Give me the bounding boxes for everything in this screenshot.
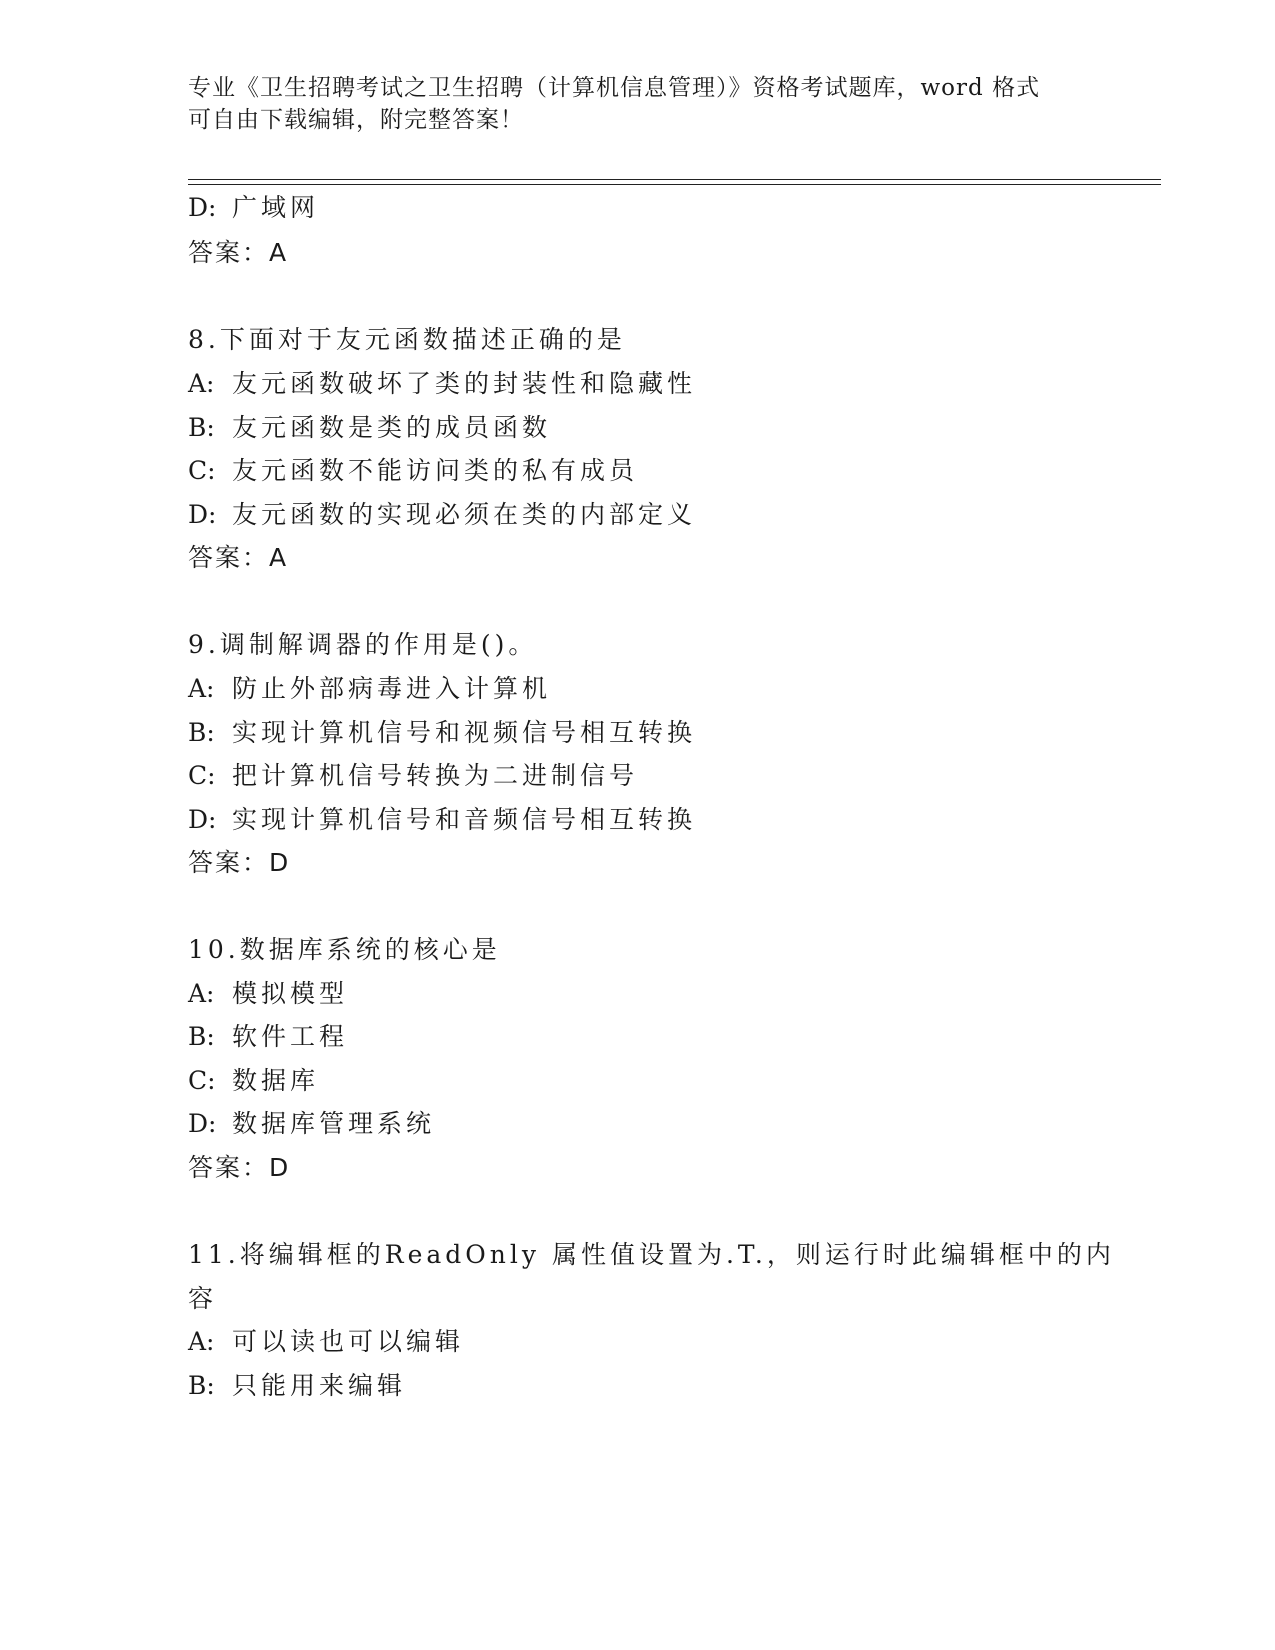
header-line-2: 可自由下载编辑，附完整答案！ — [188, 107, 524, 133]
header-divider-bottom — [188, 184, 1161, 185]
option-text: 只能用来编辑 — [232, 1371, 407, 1400]
option-label: C: — [188, 761, 216, 790]
q8-option-d — [188, 500, 696, 530]
option-label: D: — [188, 805, 217, 834]
q10-stem: 10.数据库系统的核心是 — [188, 935, 501, 964]
option-label: A: — [188, 979, 215, 1008]
option-text: 数据库 — [232, 1066, 320, 1095]
prev-option-d — [188, 193, 319, 223]
prev-answer: 答案：A — [188, 238, 289, 267]
q9-option-c — [188, 761, 638, 791]
q11-option-b — [188, 1371, 406, 1401]
q9-answer: 答案：D — [188, 848, 291, 877]
option-label: C: — [188, 1066, 216, 1095]
option-label: A: — [188, 369, 215, 398]
q10-option-a — [188, 979, 348, 1009]
document-header — [188, 72, 1068, 136]
q8-option-b — [188, 413, 551, 443]
q8-stem: 8.下面对于友元函数描述正确的是 — [188, 325, 626, 354]
option-label: D: — [188, 500, 217, 529]
option-text: 友元函数不能访问类的私有成员 — [232, 456, 639, 485]
q10-option-d — [188, 1109, 435, 1139]
option-text: 实现计算机信号和视频信号相互转换 — [232, 718, 697, 747]
option-label: D: — [188, 193, 217, 222]
q9-option-a — [188, 674, 551, 704]
option-label: A: — [188, 674, 215, 703]
option-label: B: — [188, 413, 215, 442]
header-divider-top — [188, 179, 1161, 180]
option-label: D: — [188, 1109, 217, 1138]
q8-answer: 答案：A — [188, 543, 289, 572]
option-text: 模拟模型 — [232, 979, 349, 1008]
q9-stem: 9.调制解调器的作用是()。 — [188, 630, 538, 659]
q8-option-c — [188, 456, 638, 486]
q10-option-c — [188, 1066, 319, 1096]
option-text: 可以读也可以编辑 — [232, 1327, 465, 1356]
option-text: 实现计算机信号和音频信号相互转换 — [232, 805, 697, 834]
option-text: 友元函数破坏了类的封装性和隐藏性 — [232, 369, 697, 398]
option-text: 软件工程 — [232, 1022, 349, 1051]
option-label: B: — [188, 1022, 215, 1051]
q10-option-b — [188, 1022, 348, 1052]
q11-stem-line-1: 11.将编辑框的ReadOnly 属性值设置为.T.，则运行时此编辑框中的内 — [188, 1240, 1115, 1269]
option-text: 友元函数的实现必须在类的内部定义 — [232, 500, 697, 529]
q10-answer: 答案：D — [188, 1153, 291, 1182]
option-label: C: — [188, 456, 216, 485]
header-line-1: 专业《卫生招聘考试之卫生招聘（计算机信息管理）》资格考试题库，word 格式 — [188, 75, 1041, 101]
option-text: 防止外部病毒进入计算机 — [232, 674, 552, 703]
q11-option-a — [188, 1327, 464, 1357]
option-label: B: — [188, 1371, 215, 1400]
q11-stem-line-2: 容 — [188, 1284, 218, 1313]
option-text: 友元函数是类的成员函数 — [232, 413, 552, 442]
option-label: A: — [188, 1327, 215, 1356]
option-text: 广域网 — [232, 193, 320, 222]
option-label: B: — [188, 718, 215, 747]
q9-option-b — [188, 718, 696, 748]
option-text: 把计算机信号转换为二进制信号 — [232, 761, 639, 790]
option-text: 数据库管理系统 — [232, 1109, 436, 1138]
q8-option-a — [188, 369, 696, 399]
q9-option-d — [188, 805, 696, 835]
